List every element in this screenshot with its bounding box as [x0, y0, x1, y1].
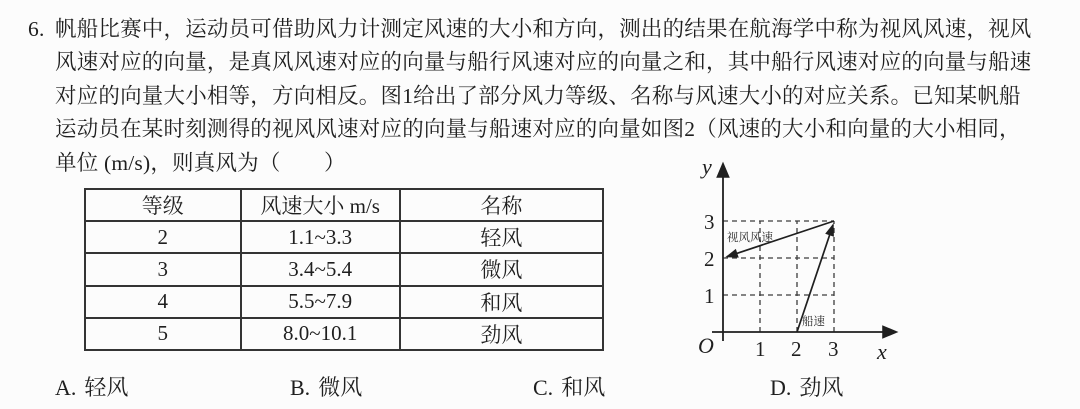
y-tick-label: 2: [704, 247, 715, 271]
problem-line-text: 风速对应的向量，是真风风速对应的向量与船行风速对应的向量之和，其中船行风速对应的向量与船速: [55, 50, 1032, 75]
header-name: 名称: [400, 189, 603, 221]
x-tick-label: 3: [828, 337, 839, 361]
problem-line: [28, 13, 1072, 46]
cell-level: 4: [85, 286, 241, 318]
cell-name: 轻风: [400, 221, 603, 253]
table-header-row: [85, 189, 603, 221]
header-speed-range: 风速大小 m/s: [241, 189, 400, 221]
table-row: [85, 253, 603, 285]
apparent-wind-label: 视风风速: [727, 232, 773, 244]
option-b-key: B.: [290, 375, 311, 400]
vector-diagram: [688, 148, 920, 370]
problem-line-text: 单位 (m/s)，则真风为（ ）: [55, 150, 346, 175]
cell-speed-range: 8.0~10.1: [241, 318, 400, 350]
cell-speed-range: 1.1~3.3: [241, 221, 400, 253]
wind-scale-table: [84, 188, 604, 351]
cell-level: 3: [85, 253, 241, 285]
cell-name: 和风: [400, 286, 603, 318]
question-number: 6.: [28, 17, 45, 41]
problem-line-text: 运动员在某时刻测得的视风风速对应的向量与船速对应的向量如图2（风速的大小和向量的大小相同，: [55, 117, 1021, 142]
cell-level: 5: [85, 318, 241, 350]
option-c-key: C.: [533, 375, 554, 400]
option-b: [290, 371, 362, 402]
option-d-label: 劲风: [799, 375, 844, 400]
option-a-key: A.: [55, 375, 77, 400]
option-c: [533, 371, 605, 402]
cell-name: 劲风: [400, 318, 603, 350]
option-d: [770, 371, 843, 402]
boat-speed-label: 船速: [802, 316, 825, 328]
cell-speed-range: 5.5~7.9: [241, 286, 400, 318]
option-a: [55, 371, 128, 402]
option-a-label: 轻风: [84, 375, 129, 400]
answer-options: [0, 371, 1080, 401]
cell-speed-range: 3.4~5.4: [241, 253, 400, 285]
option-d-key: D.: [770, 375, 792, 400]
x-axis-label: x: [877, 339, 887, 364]
option-c-label: 和风: [561, 375, 606, 400]
table-row: [85, 318, 603, 350]
y-axis-label: y: [702, 154, 712, 179]
x-tick-label: 2: [791, 337, 802, 361]
problem-line-text: 帆船比赛中，运动员可借助风力计测定风速的大小和方向，测出的结果在航海学中称为视风风速，视风: [55, 17, 1032, 41]
problem-line-text: 对应的向量大小相等，方向相反。图1给出了部分风力等级、名称与风速大小的对应关系。已知某帆船: [55, 83, 1021, 108]
table-row: [85, 221, 603, 253]
y-tick-label: 1: [704, 284, 715, 308]
option-b-label: 微风: [318, 375, 363, 400]
x-tick-label: 1: [755, 337, 766, 361]
y-tick-label: 3: [704, 210, 715, 234]
table-row: [85, 286, 603, 318]
cell-level: 2: [85, 221, 241, 253]
origin-label: O: [698, 333, 714, 358]
cell-name: 微风: [400, 253, 603, 285]
header-level: 等级: [85, 189, 241, 221]
